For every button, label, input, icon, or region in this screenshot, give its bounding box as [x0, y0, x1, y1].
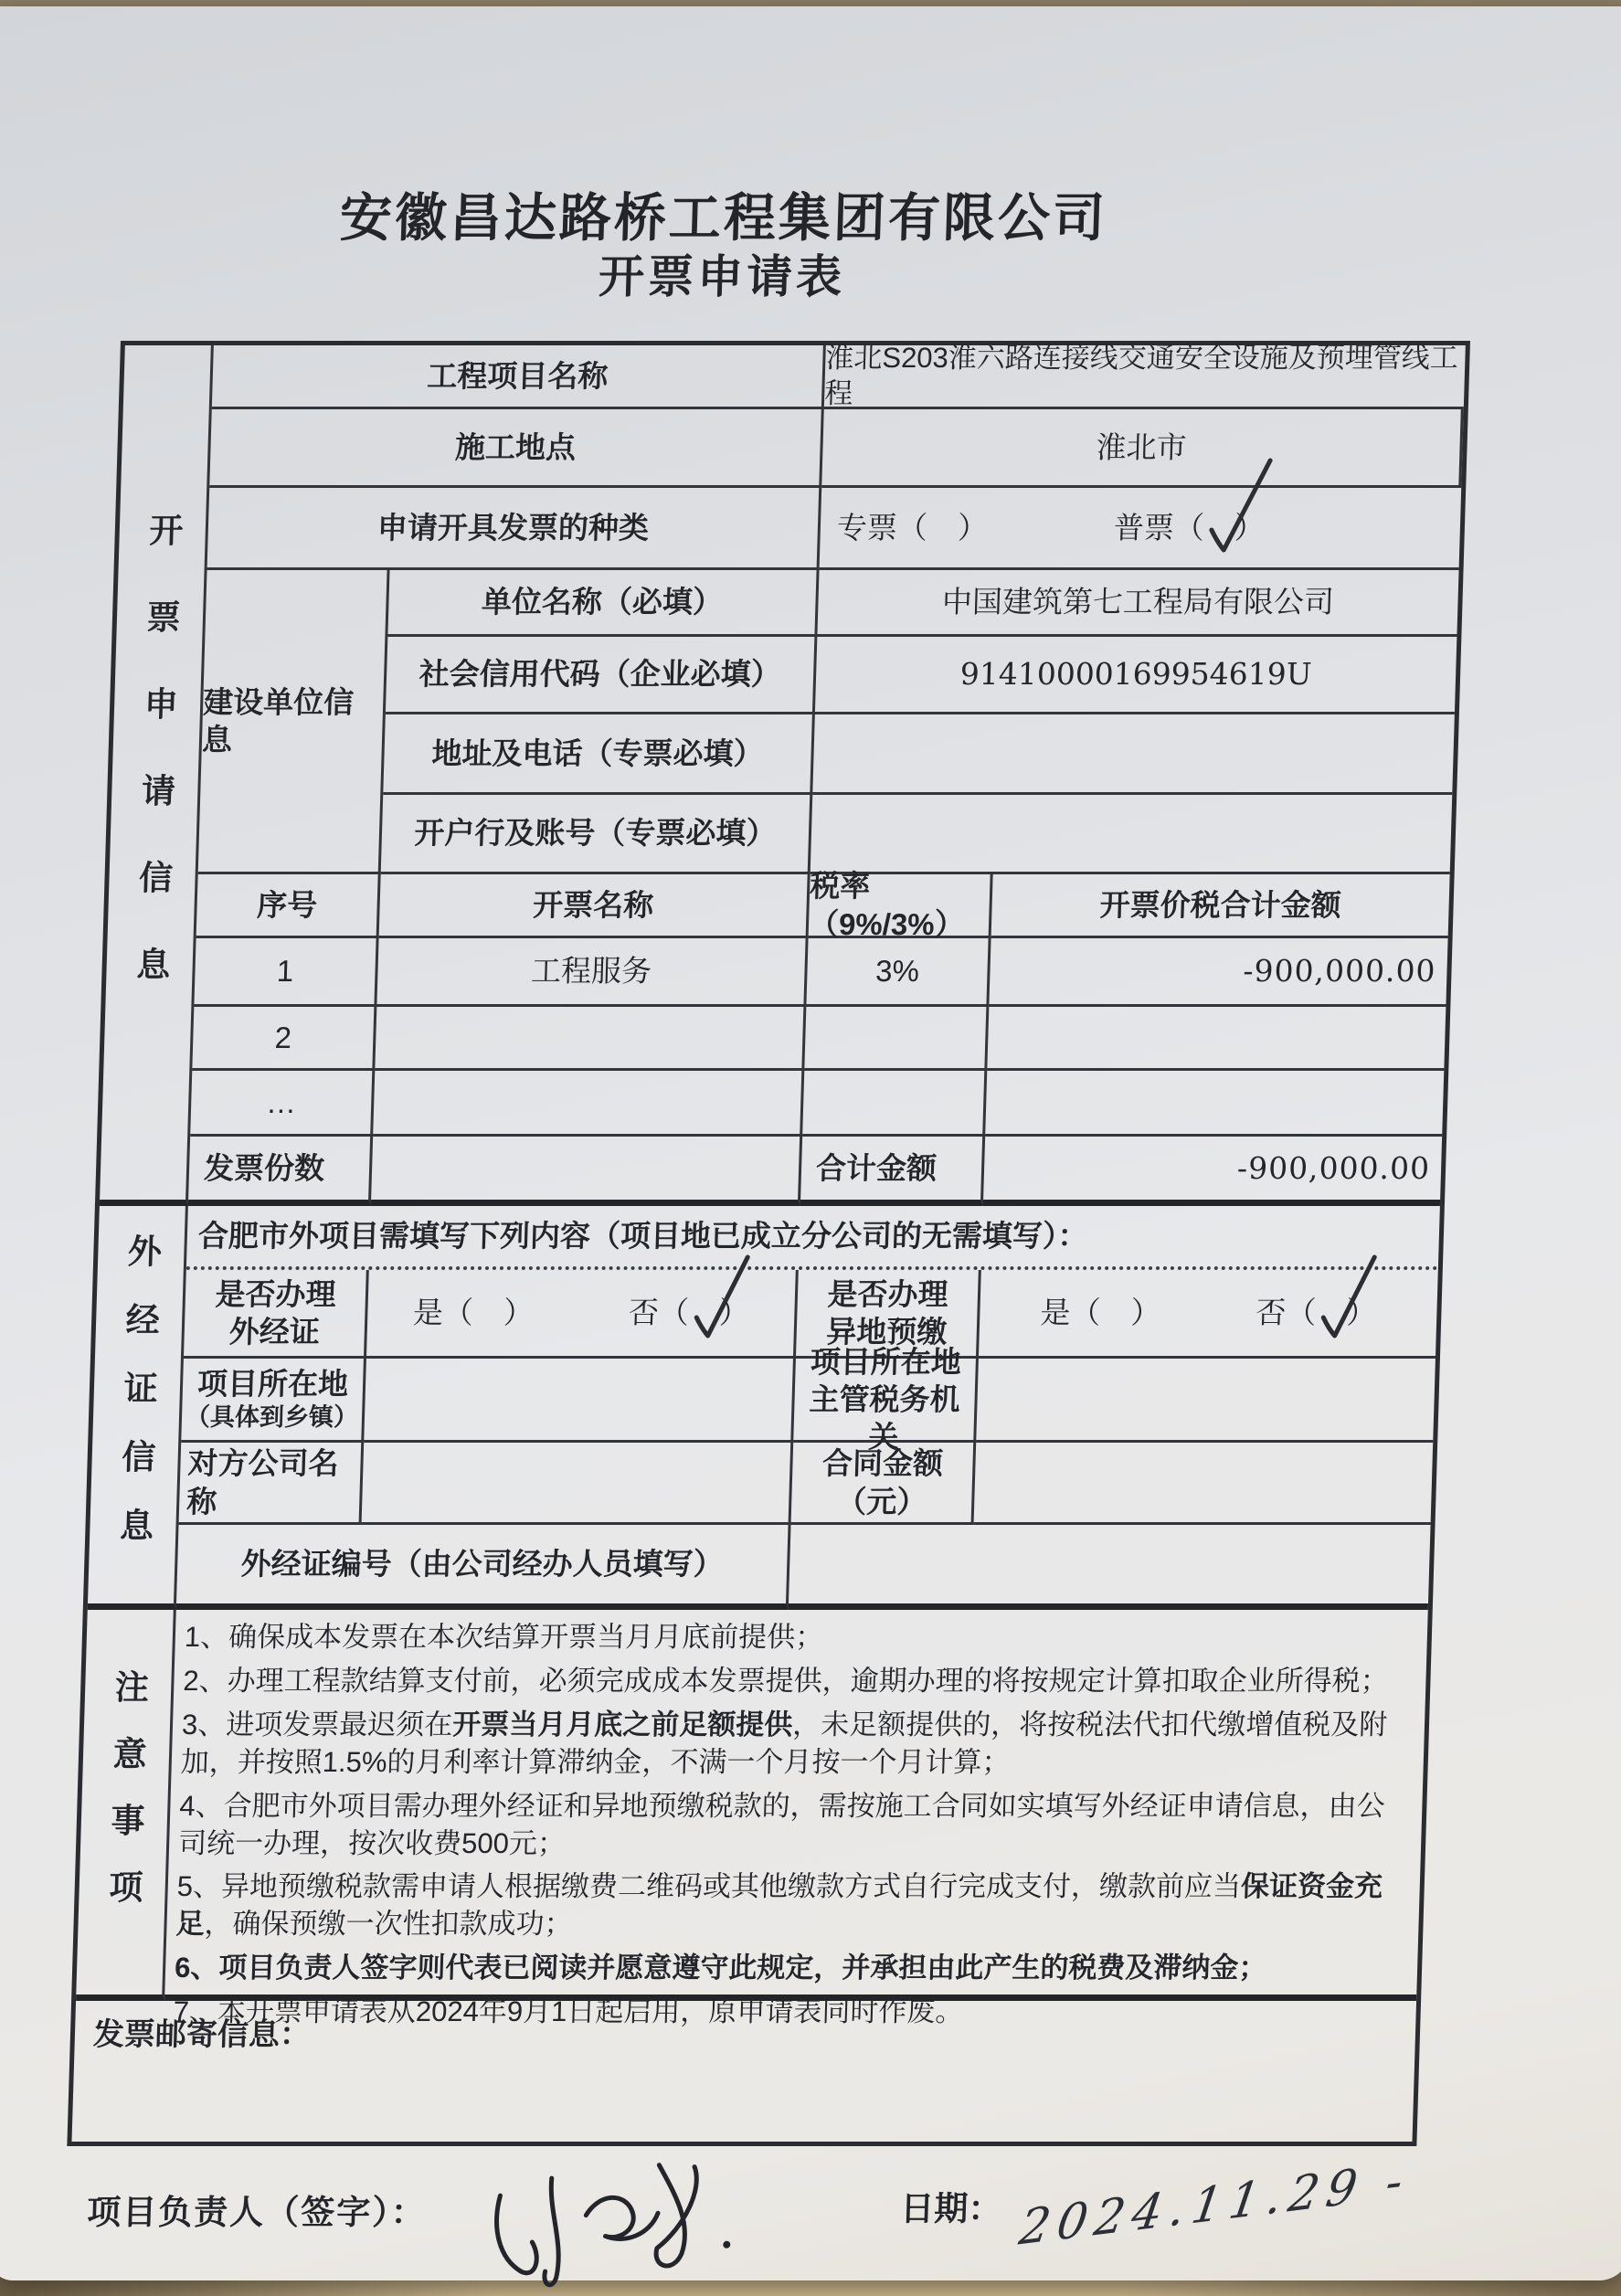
waijingzheng-question-line1: 是否办理: [214, 1276, 337, 1311]
note-6: 6、项目负责人签字则代表已阅读并愿意遵守此规定，并承担由此产生的税费及滞纳金；: [174, 1952, 1267, 1984]
waijingzheng-question-line2: 外经证: [228, 1315, 321, 1349]
prepay-option-no-text: 否（ ）: [1255, 1296, 1377, 1330]
waijingzheng-options: [366, 1270, 799, 1359]
location-value: 淮北市: [821, 409, 1464, 488]
note-1: 1、确保成本发票在本次结算开票当月月底前提供；: [184, 1621, 824, 1653]
other-company-label: 对方公司名称: [179, 1443, 365, 1525]
items-header-tax: 税率（9%/3%）: [809, 874, 993, 938]
invoice-type-label: 申请开具发票的种类: [207, 488, 822, 570]
company-title: 安徽昌达路桥工程集团有限公司: [339, 189, 1108, 248]
prepay-option-no: [1255, 1294, 1377, 1331]
project-location-value: [364, 1359, 796, 1443]
prepay-question-line2: 异地预缴: [825, 1315, 948, 1349]
waijingzheng-number-label: 外经证编号（由公司经办人员填写）: [176, 1525, 791, 1610]
item-2-seq: 2: [192, 1007, 376, 1071]
item-more-seq: …: [190, 1071, 375, 1137]
location-label: 施工地点: [209, 409, 824, 488]
unit-name-value: 中国建筑第七工程局有限公司: [817, 570, 1458, 637]
project-location-line1: 项目所在地: [196, 1367, 349, 1401]
hefei-note: 合肥市外项目需填写下列内容（项目地已成立分公司的无需填写）：: [186, 1206, 1440, 1270]
project-name-value: 淮北S203淮六路连接线交通安全设施及预埋管线工程: [824, 345, 1466, 409]
notes-text: [164, 1610, 1428, 2028]
item-1-tax: 3%: [806, 938, 991, 1007]
sign-label: 项目负责人（签字）：: [86, 2194, 428, 2231]
waijingzheng-option-yes: 是（ ）: [412, 1296, 535, 1330]
date-label: 日期：: [899, 2190, 1002, 2227]
note-2: 2、办理工程款结算支付前，必须完成成本发票提供，逾期办理的将按规定计算扣取企业所得税；: [182, 1664, 1390, 1697]
option-general-invoice: [1113, 509, 1265, 546]
invoice-copies-value: [371, 1137, 802, 1206]
contract-amount-line2: （元）: [835, 1484, 927, 1518]
credit-code-label: 社会信用代码（企业必填）: [386, 637, 818, 714]
title-block: [17, 189, 1428, 304]
items-header-seq: 序号: [196, 874, 381, 938]
items-header-name: 开票名称: [379, 874, 810, 938]
bank-account-value: [810, 795, 1453, 874]
tax-authority-line2: 主管税务机关: [809, 1381, 961, 1455]
item-1-name: 工程服务: [376, 938, 808, 1007]
option-special-invoice: 专票（ ）: [836, 510, 989, 545]
tax-authority-value: [976, 1359, 1436, 1443]
unit-name-label: 单位名称（必填）: [387, 570, 819, 637]
tax-authority-label: [793, 1344, 979, 1455]
address-phone-value: [812, 714, 1455, 795]
contract-amount-value: [974, 1443, 1434, 1525]
note-7: 7、本开票申请表从2024年9月1日起启用，原申请表同时作废。: [173, 1995, 964, 2028]
item-more-tax: [802, 1071, 987, 1137]
project-name-label: 工程项目名称: [212, 345, 826, 409]
other-company-value: [362, 1443, 794, 1525]
waijingzheng-number-value: [789, 1525, 1431, 1610]
note-5: 5、异地预缴税款需申请人根据缴费二维码或其他缴款方式自行完成支付，缴款前应当保证资金充足，确保预缴一次性扣款成功；: [175, 1870, 1383, 1941]
waijingzheng-option-no: [628, 1294, 749, 1331]
project-location-label: [181, 1359, 366, 1443]
section-label-apply-info: 开票申请信息: [100, 345, 214, 1206]
project-location-line2: （具体到乡镇）: [185, 1403, 359, 1432]
item-more-name: [373, 1071, 804, 1137]
prepay-options: [979, 1270, 1438, 1359]
signature-row: [84, 2153, 1414, 2296]
date-handwriting: 2024.11.29 -: [1015, 2153, 1414, 2257]
invoice-mailing-info: 发票邮寄信息：: [92, 2017, 312, 2052]
unit-info-group-label: 建设单位信息: [198, 570, 390, 874]
bank-account-label: 开户行及账号（专票必填）: [381, 795, 813, 874]
waijingzheng-option-no-text: 否（ ）: [628, 1296, 750, 1330]
item-1-seq: 1: [194, 938, 378, 1007]
prepay-option-yes: 是（ ）: [1039, 1296, 1161, 1330]
item-2-amount: [987, 1007, 1446, 1071]
prepay-question-line1: 是否办理: [826, 1276, 949, 1311]
item-2-tax: [804, 1007, 989, 1071]
section-label-notes: 注意事项: [76, 1610, 176, 2001]
form-title: 开票申请表: [598, 250, 846, 302]
invoice-type-options: [820, 488, 1462, 570]
item-1-amount: -900,000.00: [989, 938, 1447, 1007]
section-label-waijing-info: 外经证信息: [88, 1206, 188, 1610]
items-header-amount: 开票价税合计金额: [991, 874, 1450, 938]
waijingzheng-question-label: [184, 1270, 369, 1359]
application-table: [67, 341, 1470, 2146]
paper-sheet: [0, 6, 1621, 2280]
signature-handwriting: [461, 2126, 753, 2296]
option-general-invoice-text: 普票（ ）: [1113, 510, 1266, 545]
note-3: 3、进项发票最迟须在开票当月月底之前足额提供，未足额提供的，将按税法代扣代缴增值税及附 加，并按照1.5%的月利率计算滞纳金，不满一个月按一个月计算；: [180, 1708, 1388, 1778]
invoice-copies-label: 发票份数: [188, 1137, 373, 1206]
note-4: 4、合肥市外项目需办理外经证和异地预缴税款的，需按施工合同如实填写外经证申请信息，由公司统一办理，按次收费500元；: [177, 1789, 1386, 1859]
contract-amount-label: [791, 1443, 977, 1525]
item-more-amount: [985, 1071, 1444, 1137]
contract-amount-line1: 合同金额: [821, 1446, 944, 1481]
address-phone-label: 地址及电话（专票必填）: [383, 714, 815, 795]
total-amount-label: 合计金额: [800, 1137, 985, 1206]
total-amount-value: -900,000.00: [983, 1137, 1442, 1206]
item-2-name: [375, 1007, 806, 1071]
tax-authority-line1: 项目所在地: [810, 1344, 962, 1379]
credit-code-value: 91410000169954619U: [815, 637, 1457, 714]
